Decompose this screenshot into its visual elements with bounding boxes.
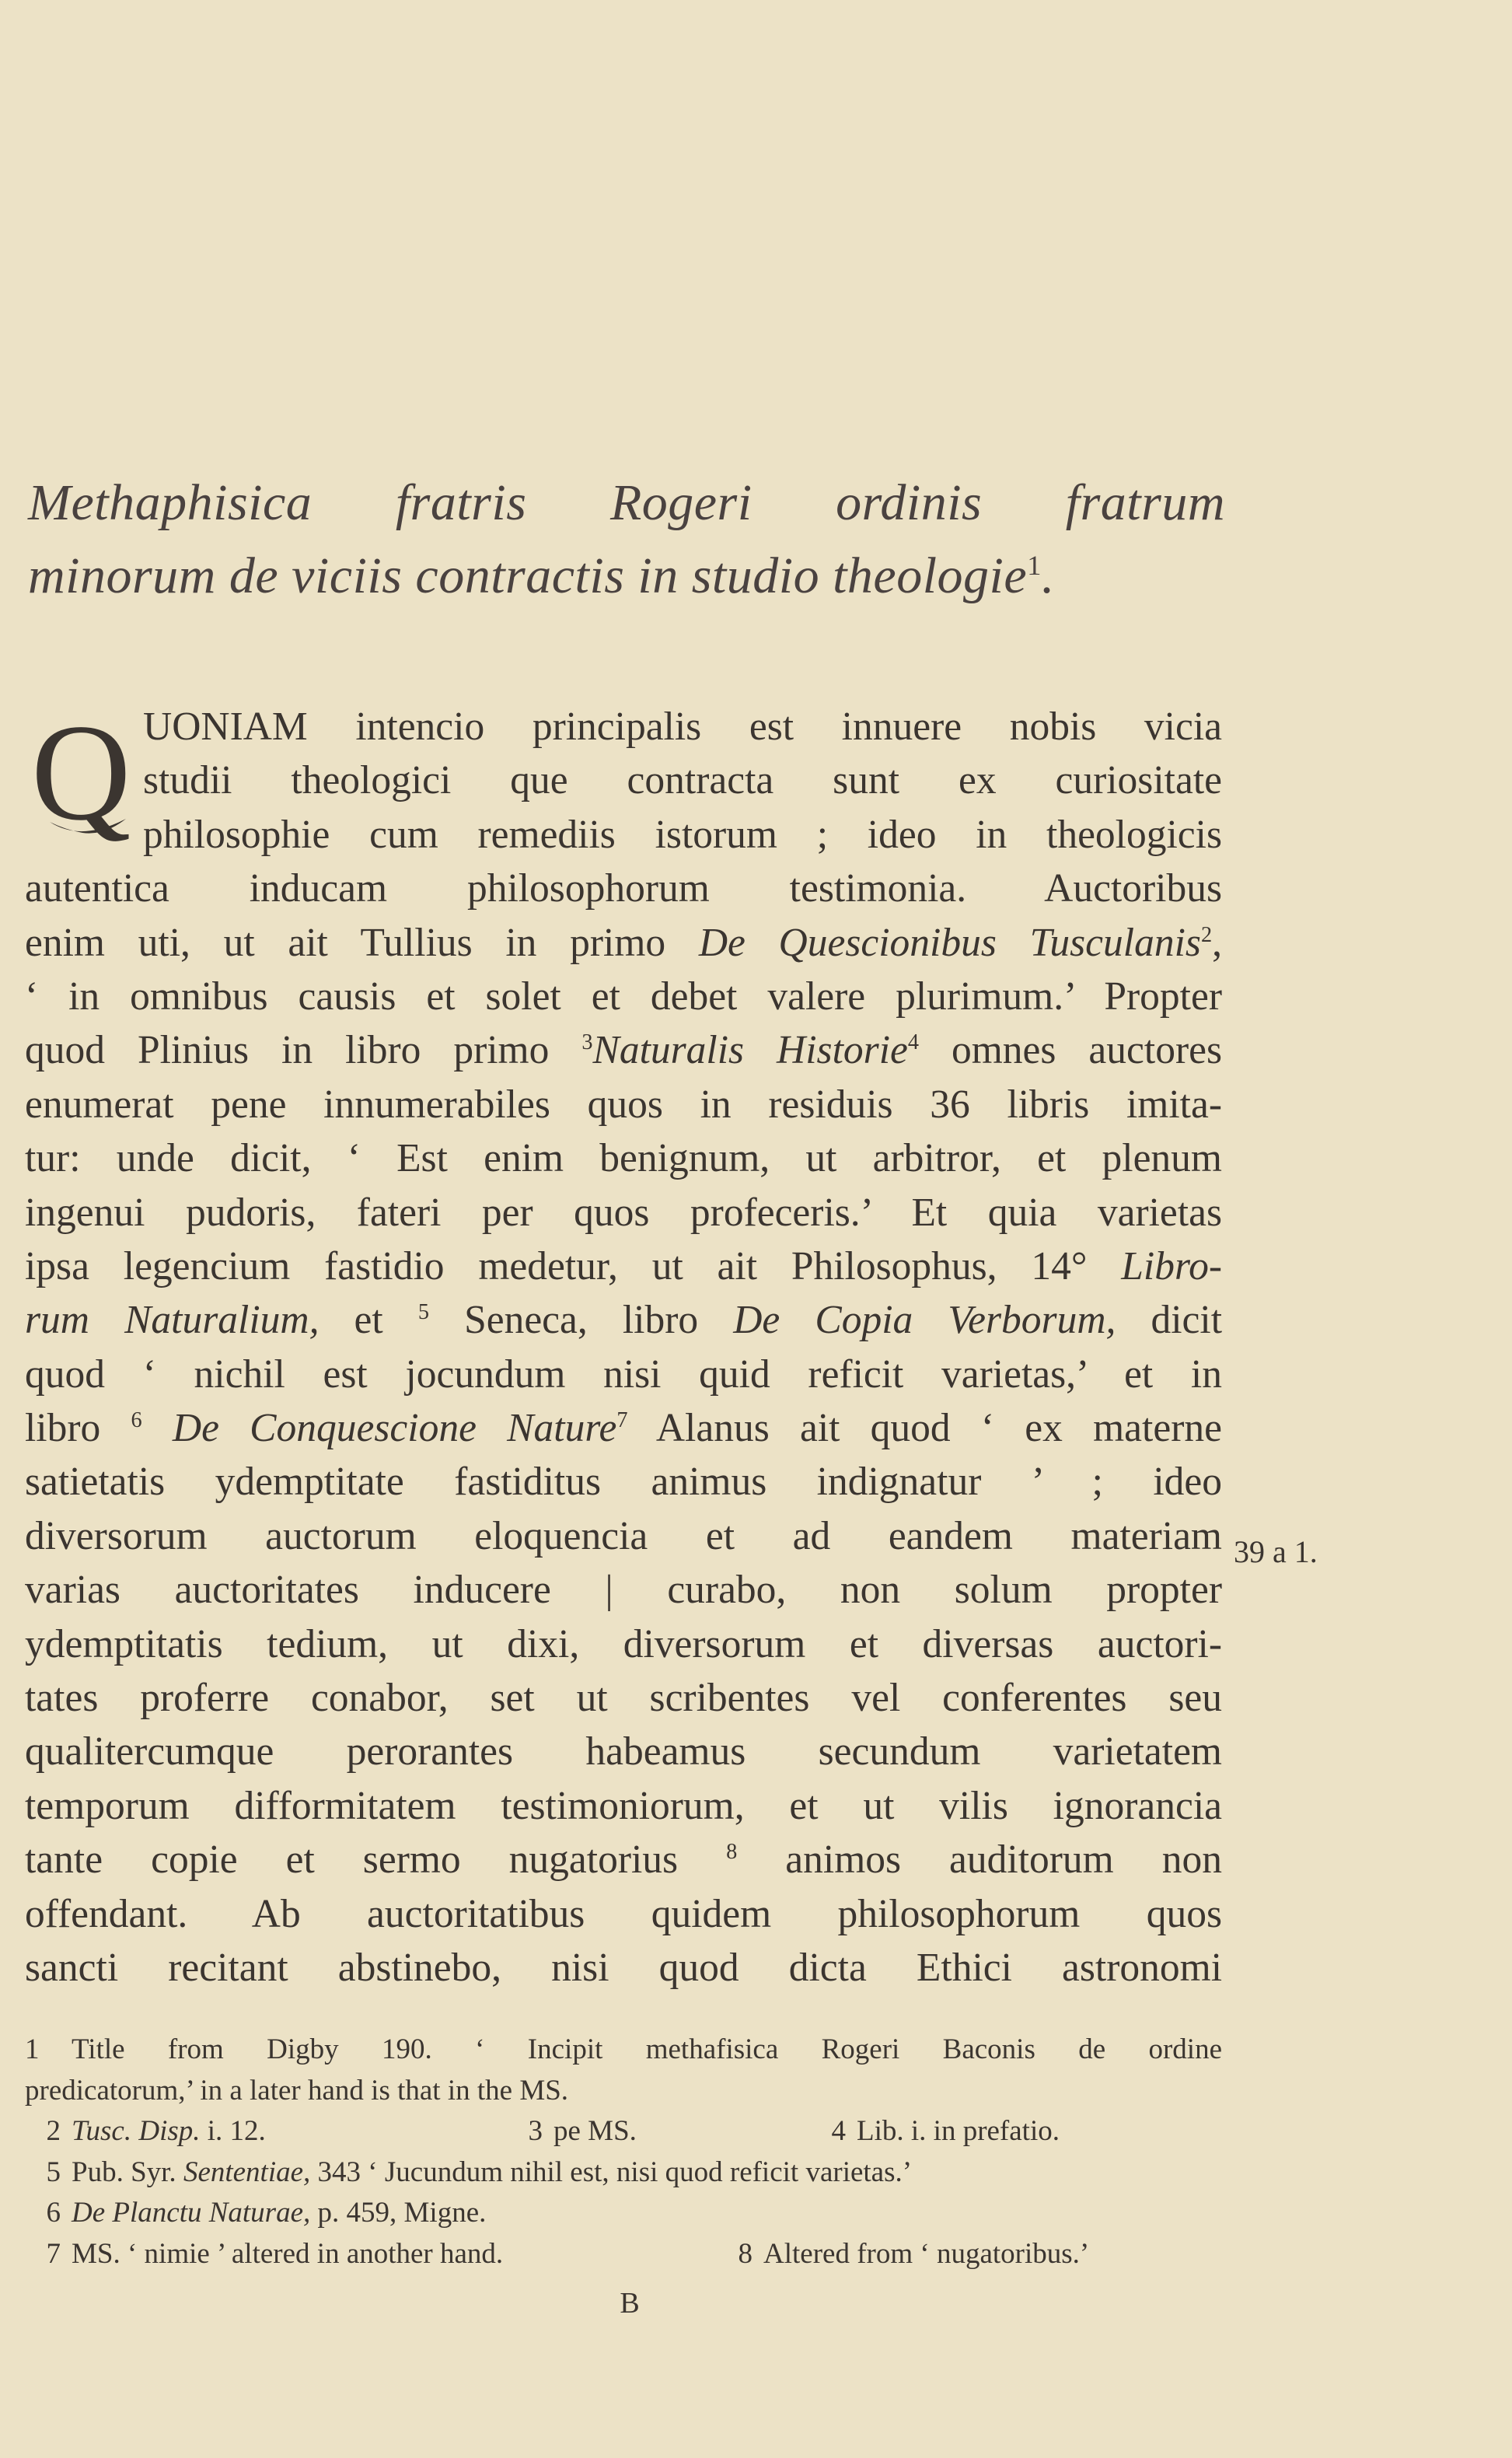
footnote-1: 1 Title from Digby 190. ‘ Incipit methafisica Rogeri Baconis de ordine <box>25 2033 1222 2065</box>
text-line: quod ‘ nichil est jocundum nisi quid reficit varietas,’ et in <box>25 1351 1222 1397</box>
text-line: tates proferre conabor, set ut scribentes vel conferentes seu <box>25 1676 1222 1721</box>
text-line: quod Plinius in libro primo $^3$Naturalis Historie$^4$ omnes auctores <box>25 1028 1222 1073</box>
text-line: studii theologici que contracta sunt ex curiositate <box>143 758 1222 803</box>
text-line: tante copie et sermo nugatorius $^8$ animos auditorum non <box>25 1837 1222 1883</box>
footnote-row-7-8 <box>25 2234 1222 2275</box>
footnote-6: 6 De Planctu Naturae, p. 459, Migne. <box>46 2197 487 2229</box>
footnote-ref-1: 1 <box>1027 550 1042 581</box>
footnote-7: 7 MS. ‘ nimie ’ altered in another hand. <box>46 2237 504 2270</box>
footnote-8: 8 Altered from ‘ nugatoribus.’ <box>738 2237 1090 2270</box>
svg-text:Q: Q <box>31 704 131 849</box>
footnote-4: 4 Lib. i. in prefatio. <box>831 2115 1060 2147</box>
text-line: varias auctoritates inducere | curabo, non solum propter <box>25 1568 1222 1613</box>
footnote-row-2-4 <box>25 2111 1222 2152</box>
footnote-3: 3 pe MS. <box>528 2115 637 2147</box>
text-line: diversorum auctorum eloquencia et ad eandem materiam <box>25 1513 1222 1558</box>
text-line: UONIAM intencio principalis est innuere nobis vicia <box>143 705 1222 749</box>
footnotes <box>25 2030 1222 2274</box>
signature-mark: B <box>620 2287 640 2320</box>
chapter-title <box>28 467 1225 613</box>
text-line: tur: unde dicit, ‘ Est enim benignum, ut arbitror, et plenum <box>25 1136 1222 1181</box>
text-line: satietatis ydemptitate fastiditus animus indignatur ’ ; ideo <box>25 1460 1222 1505</box>
main-text <box>25 700 1222 1995</box>
margin-folio-note: 39 a 1. <box>1234 1534 1318 1569</box>
text-line: enumerat pene innumerabiles quos in residuis 36 libris imita- <box>25 1082 1222 1127</box>
text-line: temporum difformitatem testimoniorum, et ut vilis ignorancia <box>25 1783 1222 1828</box>
text-line: ydemptitatis tedium, ut dixi, diversorum et diversas auctori- <box>25 1621 1222 1666</box>
title-line-1: Methaphisica fratris Rogeri ordinis fratrum <box>28 474 1225 531</box>
text-line: sancti recitant abstinebo, nisi quod dicta Ethici astronomi <box>25 1945 1222 1990</box>
text-line: offendant. Ab auctoritatibus quidem philosophorum quos <box>25 1891 1222 1936</box>
footnote-1-cont: predicatorum,’ in a later hand is that in the MS. <box>25 2074 569 2107</box>
text-line: philosophie cum remediis istorum ; ideo in theologicis <box>143 812 1222 857</box>
text-line: autentica inducam philosophorum testimonia. Auctoribus <box>25 866 1222 911</box>
text-line: rum Naturalium, et $^5$ Seneca, libro De Copia Verborum, dicit <box>25 1298 1223 1343</box>
text-line: qualitercumque perorantes habeamus secundum varietatem <box>25 1729 1222 1774</box>
text-line: libro $^6$ De Conquescione Nature$^7$ Alanus ait quod ‘ ex materne <box>25 1406 1222 1451</box>
text-line: ingenui pudoris, fateri per quos profeceris.’ Et quia varietas <box>25 1190 1222 1235</box>
text-line: ipsa legencium fastidio medetur, ut ait Philosophus, 14° Libro- <box>25 1243 1222 1288</box>
title-line-2: minorum de viciis contractis in studio theologie$^1$. <box>28 547 1055 604</box>
footnote-5: 5 Pub. Syr. Sententiae, 343 ‘ Jucundum nihil est, nisi quod reficit varietas.’ <box>46 2156 913 2188</box>
footnote-2: 2 Tusc. Disp. i. 12. <box>46 2115 266 2147</box>
text-line: enim uti, ut ait Tullius in primo De Quescionibus Tusculanis$^2$, <box>25 920 1222 965</box>
text-line: ‘ in omnibus causis et solet et debet valere plurimum.’ Propter <box>25 974 1222 1019</box>
